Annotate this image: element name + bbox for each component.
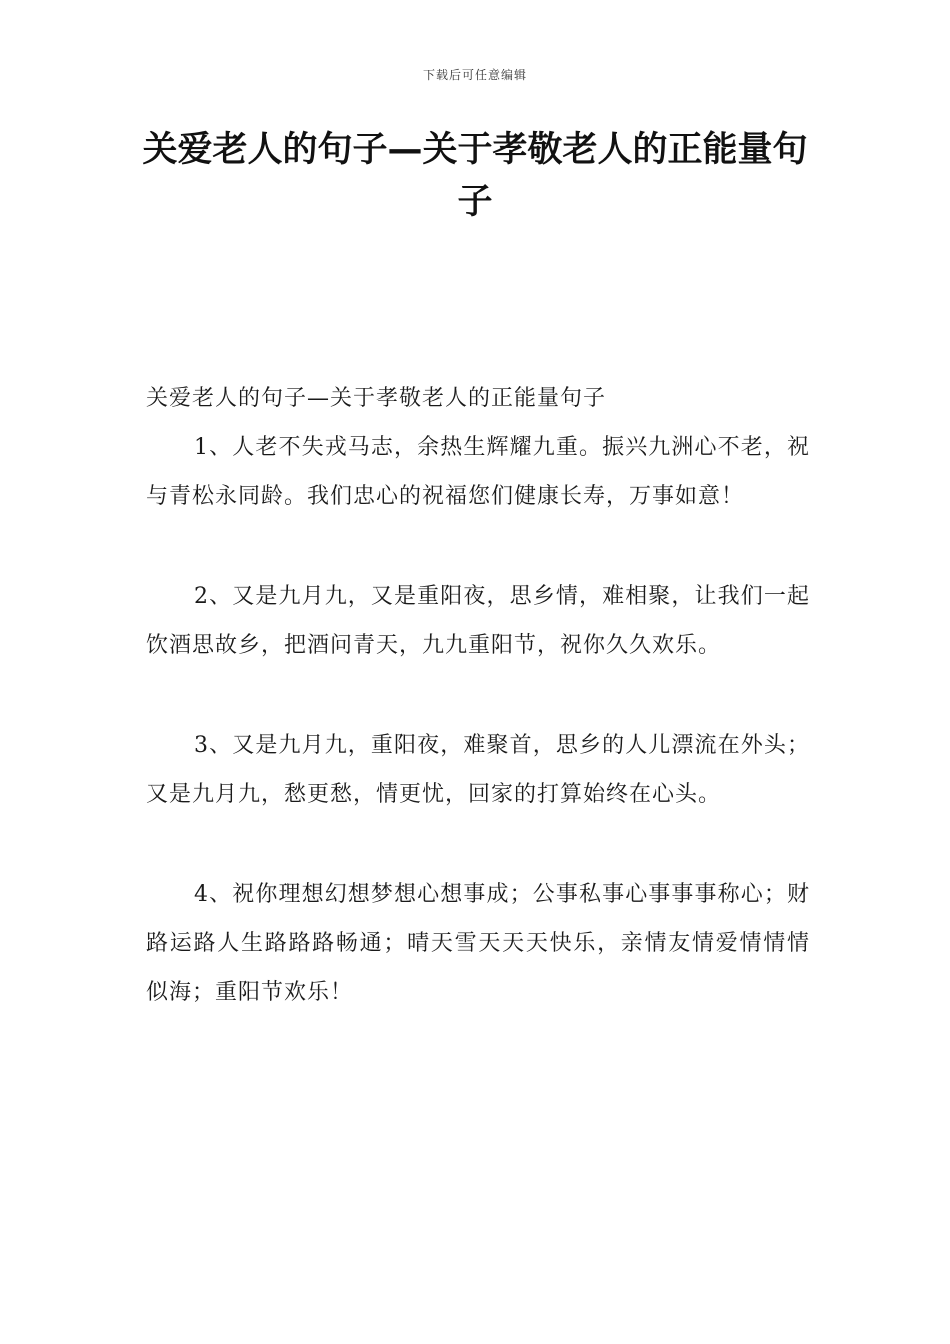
intro-line: 关爱老人的句子—关于孝敬老人的正能量句子 bbox=[146, 386, 607, 411]
paragraph-3: 3、又是九月九，重阳夜，难聚首，思乡的人儿漂流在外头； 又是九月九，愁更愁，情更忧，回家的打算始终在心头。 bbox=[146, 733, 810, 807]
paragraph-4: 4、祝你理想幻想梦想心想事成；公事私事心事事事称心；财路运路人生路路路畅通；晴天雪天天天快乐，亲情友情爱情情情似海；重阳节欢乐！ bbox=[146, 882, 810, 1005]
header-note: 下载后可任意编辑 bbox=[422, 68, 527, 82]
document-body bbox=[146, 374, 810, 1068]
paragraph-2: 2、又是九月九，又是重阳夜，思乡情，难相聚，让我们一起饮酒思故乡，把酒问青天，九九重阳节，祝你久久欢乐。 bbox=[146, 584, 810, 658]
paragraph-1: 1、人老不失戎马志，余热生辉耀九重。振兴九洲心不老，祝与青松永同龄。我们忠心的祝福您们健康长寿，万事如意！ bbox=[146, 435, 810, 509]
document-title: 关爱老人的句子—关于孝敬老人的正能量句子 bbox=[142, 130, 808, 222]
